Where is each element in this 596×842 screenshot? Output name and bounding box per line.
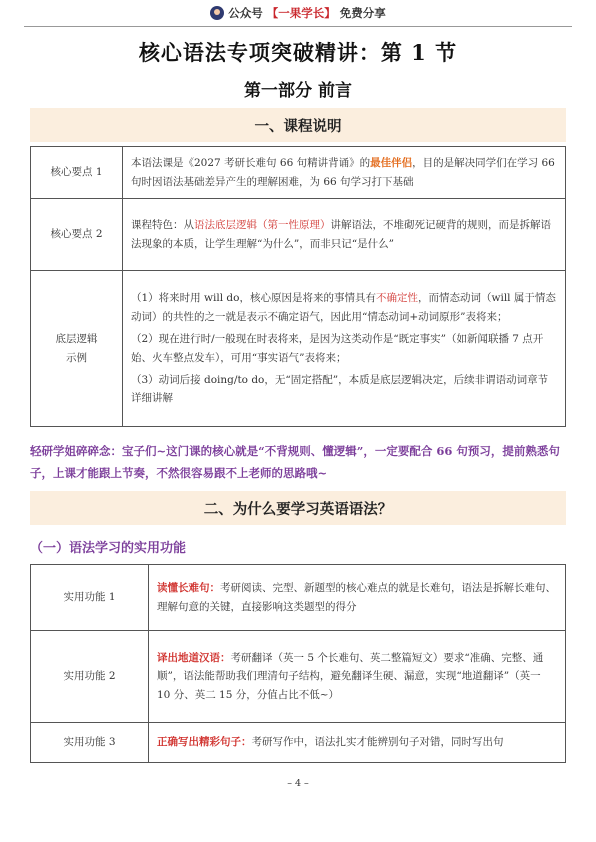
example-item: （2）现在进行时/一般现在时表将来，是因为这类动作是“既定事实”（如新闻联播 7 点开始、火车整点发车），可用“事实语气”表将来； [131, 333, 544, 364]
course-table [30, 146, 566, 427]
table-row [31, 565, 566, 631]
row-value: 正确写出精彩句子：考研写作中，语法扎实才能辨别句子对错，同时写出句 [149, 723, 566, 763]
example-item: （1）将来时用 will do，核心原因是将来的事情具有不确定性，而情态动词（will 属于情态动词）的共性的之一就是表示不确定语气，因此用“情态动词+动词原形”表将来； [131, 292, 556, 323]
row-key: 实用功能 3 [31, 723, 149, 763]
example-item: （3）动词后接 doing/to do，无“固定搭配”，本质是底层逻辑决定，后续非谓语动词章节详细讲解 [131, 373, 549, 405]
row-key: 实用功能 1 [31, 565, 149, 631]
row-value: 课程特色：从语法底层逻辑（第一性原理）讲解语法，不堆砌死记硬背的规则，而是拆解语法现象的本质，让学生理解“为什么”，而非只记“是什么” [123, 199, 566, 271]
tip-note: 轻研学姐碎碎念：宝子们~这门课的核心就是“不背规则、懂逻辑”，一定要配合 66 句预习，提前熟悉句子，上课才能跟上节奏，不然很容易跟不上老师的思路哦~ [30, 444, 560, 480]
header-suffix: 免费分享 [339, 6, 386, 20]
row-value: 读懂长难句：考研阅读、完型、新题型的核心难点的就是长难句，语法是拆解长难句、理解句意的关键，直接影响这类题型的得分 [149, 565, 566, 631]
row-key: 实用功能 2 [31, 631, 149, 723]
function-table [30, 564, 566, 763]
table-row [31, 271, 566, 427]
page-title: 核心语法专项突破精讲：第 1 节 [138, 40, 458, 65]
row-value: 译出地道汉语：考研翻译（英一 5 个长难句、英二整篇短文）要求“准确、完整、通顺”，语法能帮助我们理清句子结构，避免翻译生硬、漏意，实现“地道翻译”（英一 10 分、英二 15 分，分值占比不低~） [149, 631, 566, 723]
section1-heading: 一、课程说明 [30, 108, 566, 142]
emphasis: 最佳伴侣 [370, 157, 413, 170]
header-bar [0, 0, 596, 26]
page-number: – 4 – [287, 778, 309, 789]
header-divider [24, 26, 572, 27]
table-row [31, 199, 566, 271]
row-key: 底层逻辑示例 [31, 271, 123, 427]
row-key: 核心要点 2 [31, 199, 123, 271]
header-brand: 【一果学长】 [266, 6, 336, 20]
table-row [31, 723, 566, 763]
section2-heading: 二、为什么要学习英语语法？ [30, 491, 566, 525]
page-subtitle: 第一部分 前言 [244, 81, 352, 101]
table-row [31, 147, 566, 199]
header-prefix: 公众号 [228, 6, 263, 20]
avatar-logo-icon [210, 6, 224, 20]
table-row [31, 631, 566, 723]
example-list [123, 271, 566, 427]
row-key: 核心要点 1 [31, 147, 123, 199]
emphasis: 语法底层逻辑（第一性原理） [194, 219, 331, 232]
subsection-heading: （一）语法学习的实用功能 [30, 541, 187, 556]
row-value: 本语法课是《2027 考研长难句 66 句精讲背诵》的最佳伴侣，目的是解决同学们在学习 66 句时因语法基础差异产生的理解困难，为 66 句学习打下基础 [123, 147, 566, 199]
